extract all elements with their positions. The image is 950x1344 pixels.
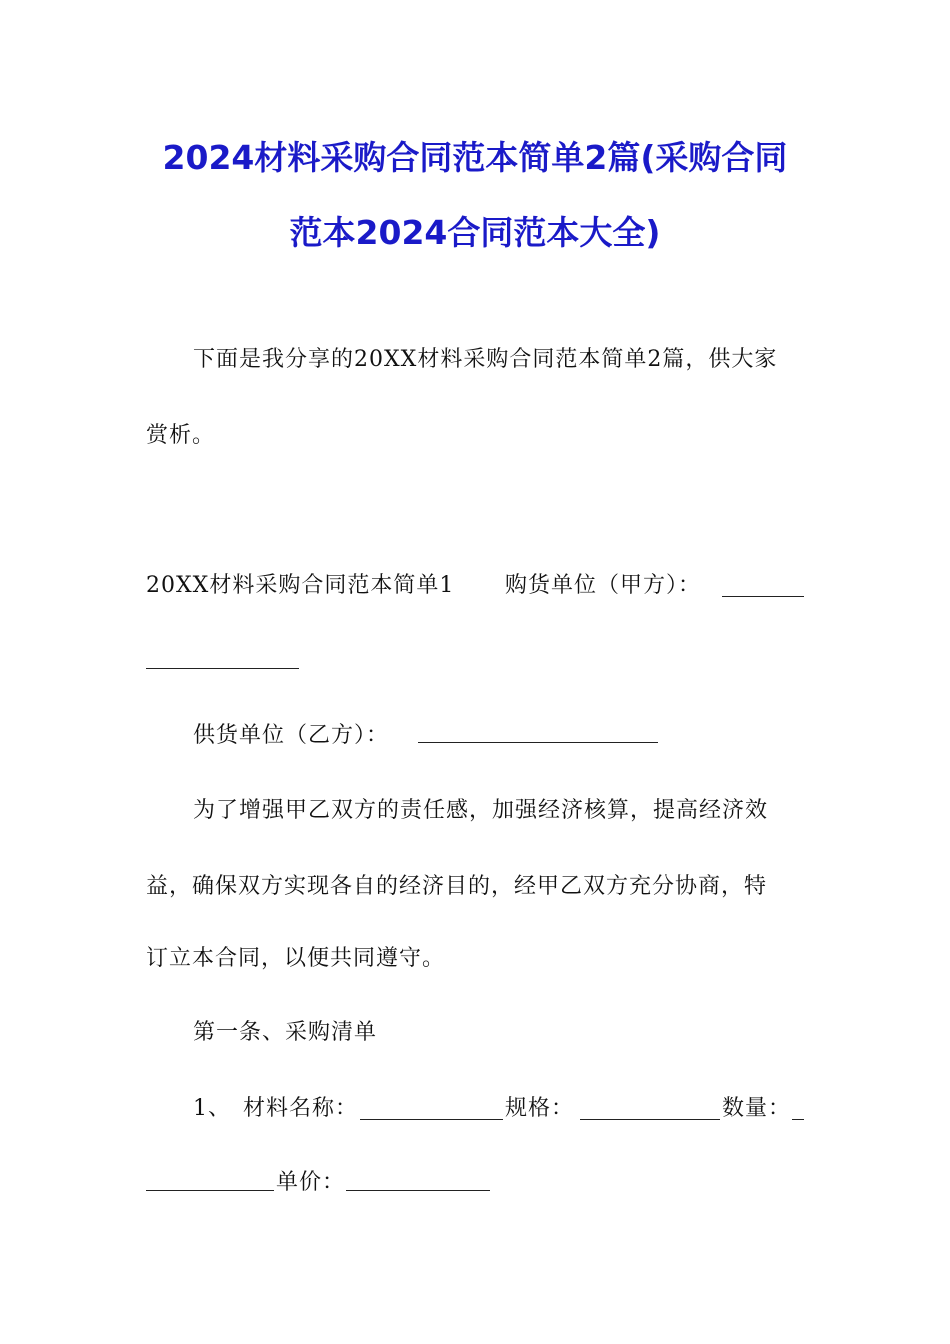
buyer-label: 购货单位（甲方）： [505, 573, 702, 598]
intro-paragraph-line-1: 下面是我分享的20XX材料采购合同范本简单2篇，供大家 [193, 347, 778, 372]
contract-heading: 20XX材料采购合同范本简单1 [146, 573, 455, 598]
document-title-line-2: 范本2024合同范本大全) [289, 213, 661, 252]
document-title-line-1: 2024材料采购合同范本简单2篇(采购合同 [162, 138, 788, 177]
spec-label: 规格： [505, 1096, 575, 1121]
item-number: 1、 [193, 1096, 231, 1121]
seller-blank-line [418, 742, 658, 743]
material-name-label: 材料名称： [243, 1096, 359, 1121]
quantity-blank-continued [146, 1190, 274, 1191]
buyer-blank-line-continued [146, 668, 299, 669]
material-name-blank [360, 1119, 503, 1120]
unit-price-blank [346, 1190, 490, 1191]
seller-label: 供货单位（乙方）： [193, 723, 390, 748]
buyer-blank-line [722, 596, 804, 597]
purpose-paragraph-line-2: 益，确保双方实现各自的经济目的，经甲乙双方充分协商，特 [146, 874, 768, 899]
spec-blank [580, 1119, 720, 1120]
intro-paragraph-line-2: 赏析。 [146, 423, 216, 448]
purpose-paragraph-line-3: 订立本合同，以便共同遵守。 [146, 946, 446, 971]
purpose-paragraph-line-1: 为了增强甲乙双方的责任感，加强经济核算，提高经济效 [193, 798, 769, 823]
quantity-label: 数量： [722, 1096, 792, 1121]
article-1-title: 第一条、采购清单 [193, 1020, 378, 1045]
quantity-blank [792, 1119, 804, 1120]
unit-price-label: 单价： [276, 1170, 346, 1195]
